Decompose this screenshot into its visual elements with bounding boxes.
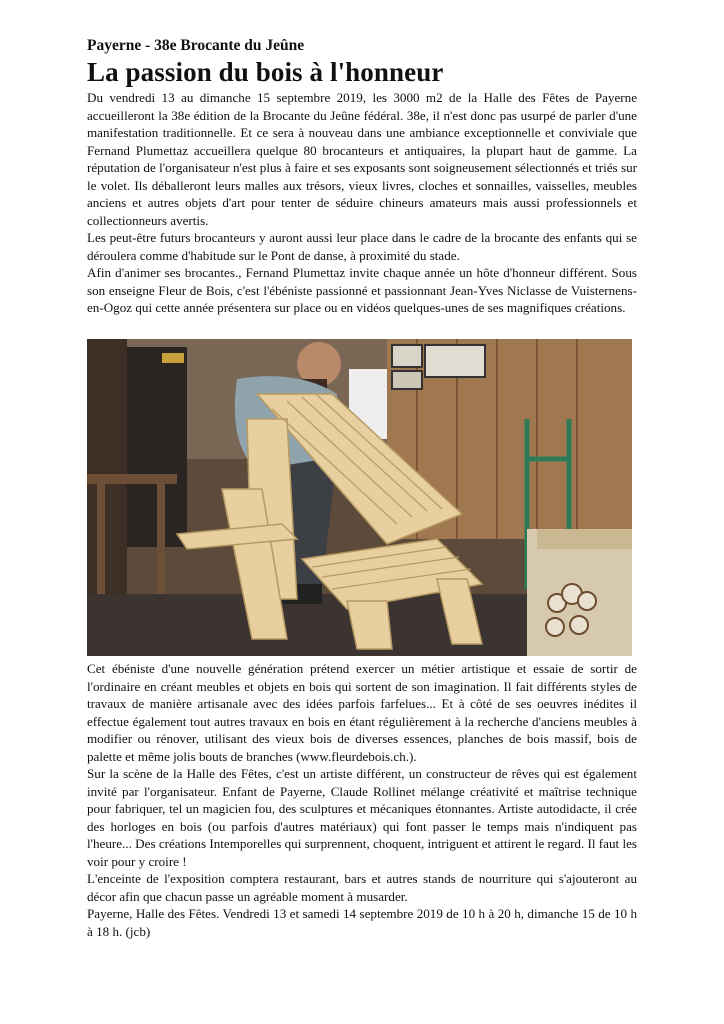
article-photo-woodworker-bench xyxy=(87,339,632,656)
paragraph: Du vendredi 13 au dimanche 15 septembre 2019, les 3000 m2 de la Halle des Fêtes de Payerne accueilleront la 38e édition de la Brocante du Jeûne fédéral. 38e, il n'est donc pas usurpé de parler d'une manifestation traditionnelle. Et ce sera à nouveau dans une ambiance exceptionnelle et conviviale que Fernand Plumettaz accueillera quelque 80 brocanteurs et antiquaires, la plupart haut de gamme. La réputation de l'organisateur n'est plus à faire et ses exposants sont soigneusement sélectionnés et triés sur le volet. Ils déballeront leurs malles aux trésors, vieux livres, cloches et sonnailles, vaisselles, meubles anciens et autres objets d'art pour tenter de séduire chineurs amateurs mais aussi professionnels et collectionneurs avertis. xyxy=(87,90,637,228)
paragraph: Cet ébéniste d'une nouvelle génération prétend exercer un métier artistique et essaie de sortir de l'ordinaire en créant meubles et objets en bois qui sortent de son imagination. Il fait différents styles de travaux de manière artisanale avec des idées parfois farfelues... Et à côté de ses oeuvres inédites il effectue également tout autres travaux en bois en étant régulièrement à la recherche d'anciens meubles à modifier ou rénover, utilisant des vieux bois de diverses essences, planches de bois massif, bois de palette et même jolis bouts de branches (www.fleurdebois.ch.). xyxy=(87,661,637,764)
paragraph: L'enceinte de l'exposition comptera restaurant, bars et autres stands de nourriture qui s'ajouteront au décor afin que chacun passe un agréable moment à musarder. xyxy=(87,871,637,904)
article-body-bottom xyxy=(87,660,637,940)
paragraph: Afin d'animer ses brocantes., Fernand Plumettaz invite chaque année un hôte d'honneur différent. Sous son enseigne Fleur de Bois, c'est l'ébéniste passionné et passionnant Jean-Yves Niclasse de Vuisternens-en-Ogoz qui cette année présentera sur place ou en vidéos quelques-unes de ses magnifiques créations. xyxy=(87,265,637,315)
paragraph: Payerne, Halle des Fêtes. Vendredi 13 et samedi 14 septembre 2019 de 10 h à 20 h, dimanche 15 de 10 h à 18 h. (jcb) xyxy=(87,906,637,939)
paragraph: Sur la scène de la Halle des Fêtes, c'est un artiste différent, un constructeur de rêves qui est également invité par l'organisateur. Enfant de Payerne, Claude Rollinet mélange créativité et maîtrise technique pour fabriquer, tel un magicien fou, des sculptures et mécaniques étonnantes. Artiste autodidacte, il crée des horloges en bois (ou parfois d'autres matériaux) qui font passer le temps mais n'indiquent pas l'heure... Des créations Intemporelles qui surprennent, choquent, intriguent et attirent le regard. Il faut les voir pour y croire ! xyxy=(87,766,637,869)
article-body-top xyxy=(87,89,637,317)
paragraph: Les peut-être futurs brocanteurs y auront aussi leur place dans le cadre de la brocante des enfants qui se déroulera comme d'habitude sur le Pont de danse, à proximité du stade. xyxy=(87,230,637,263)
article-headline: La passion du bois à l'honneur xyxy=(87,57,444,87)
article-kicker: Payerne - 38e Brocante du Jeûne xyxy=(87,37,305,54)
